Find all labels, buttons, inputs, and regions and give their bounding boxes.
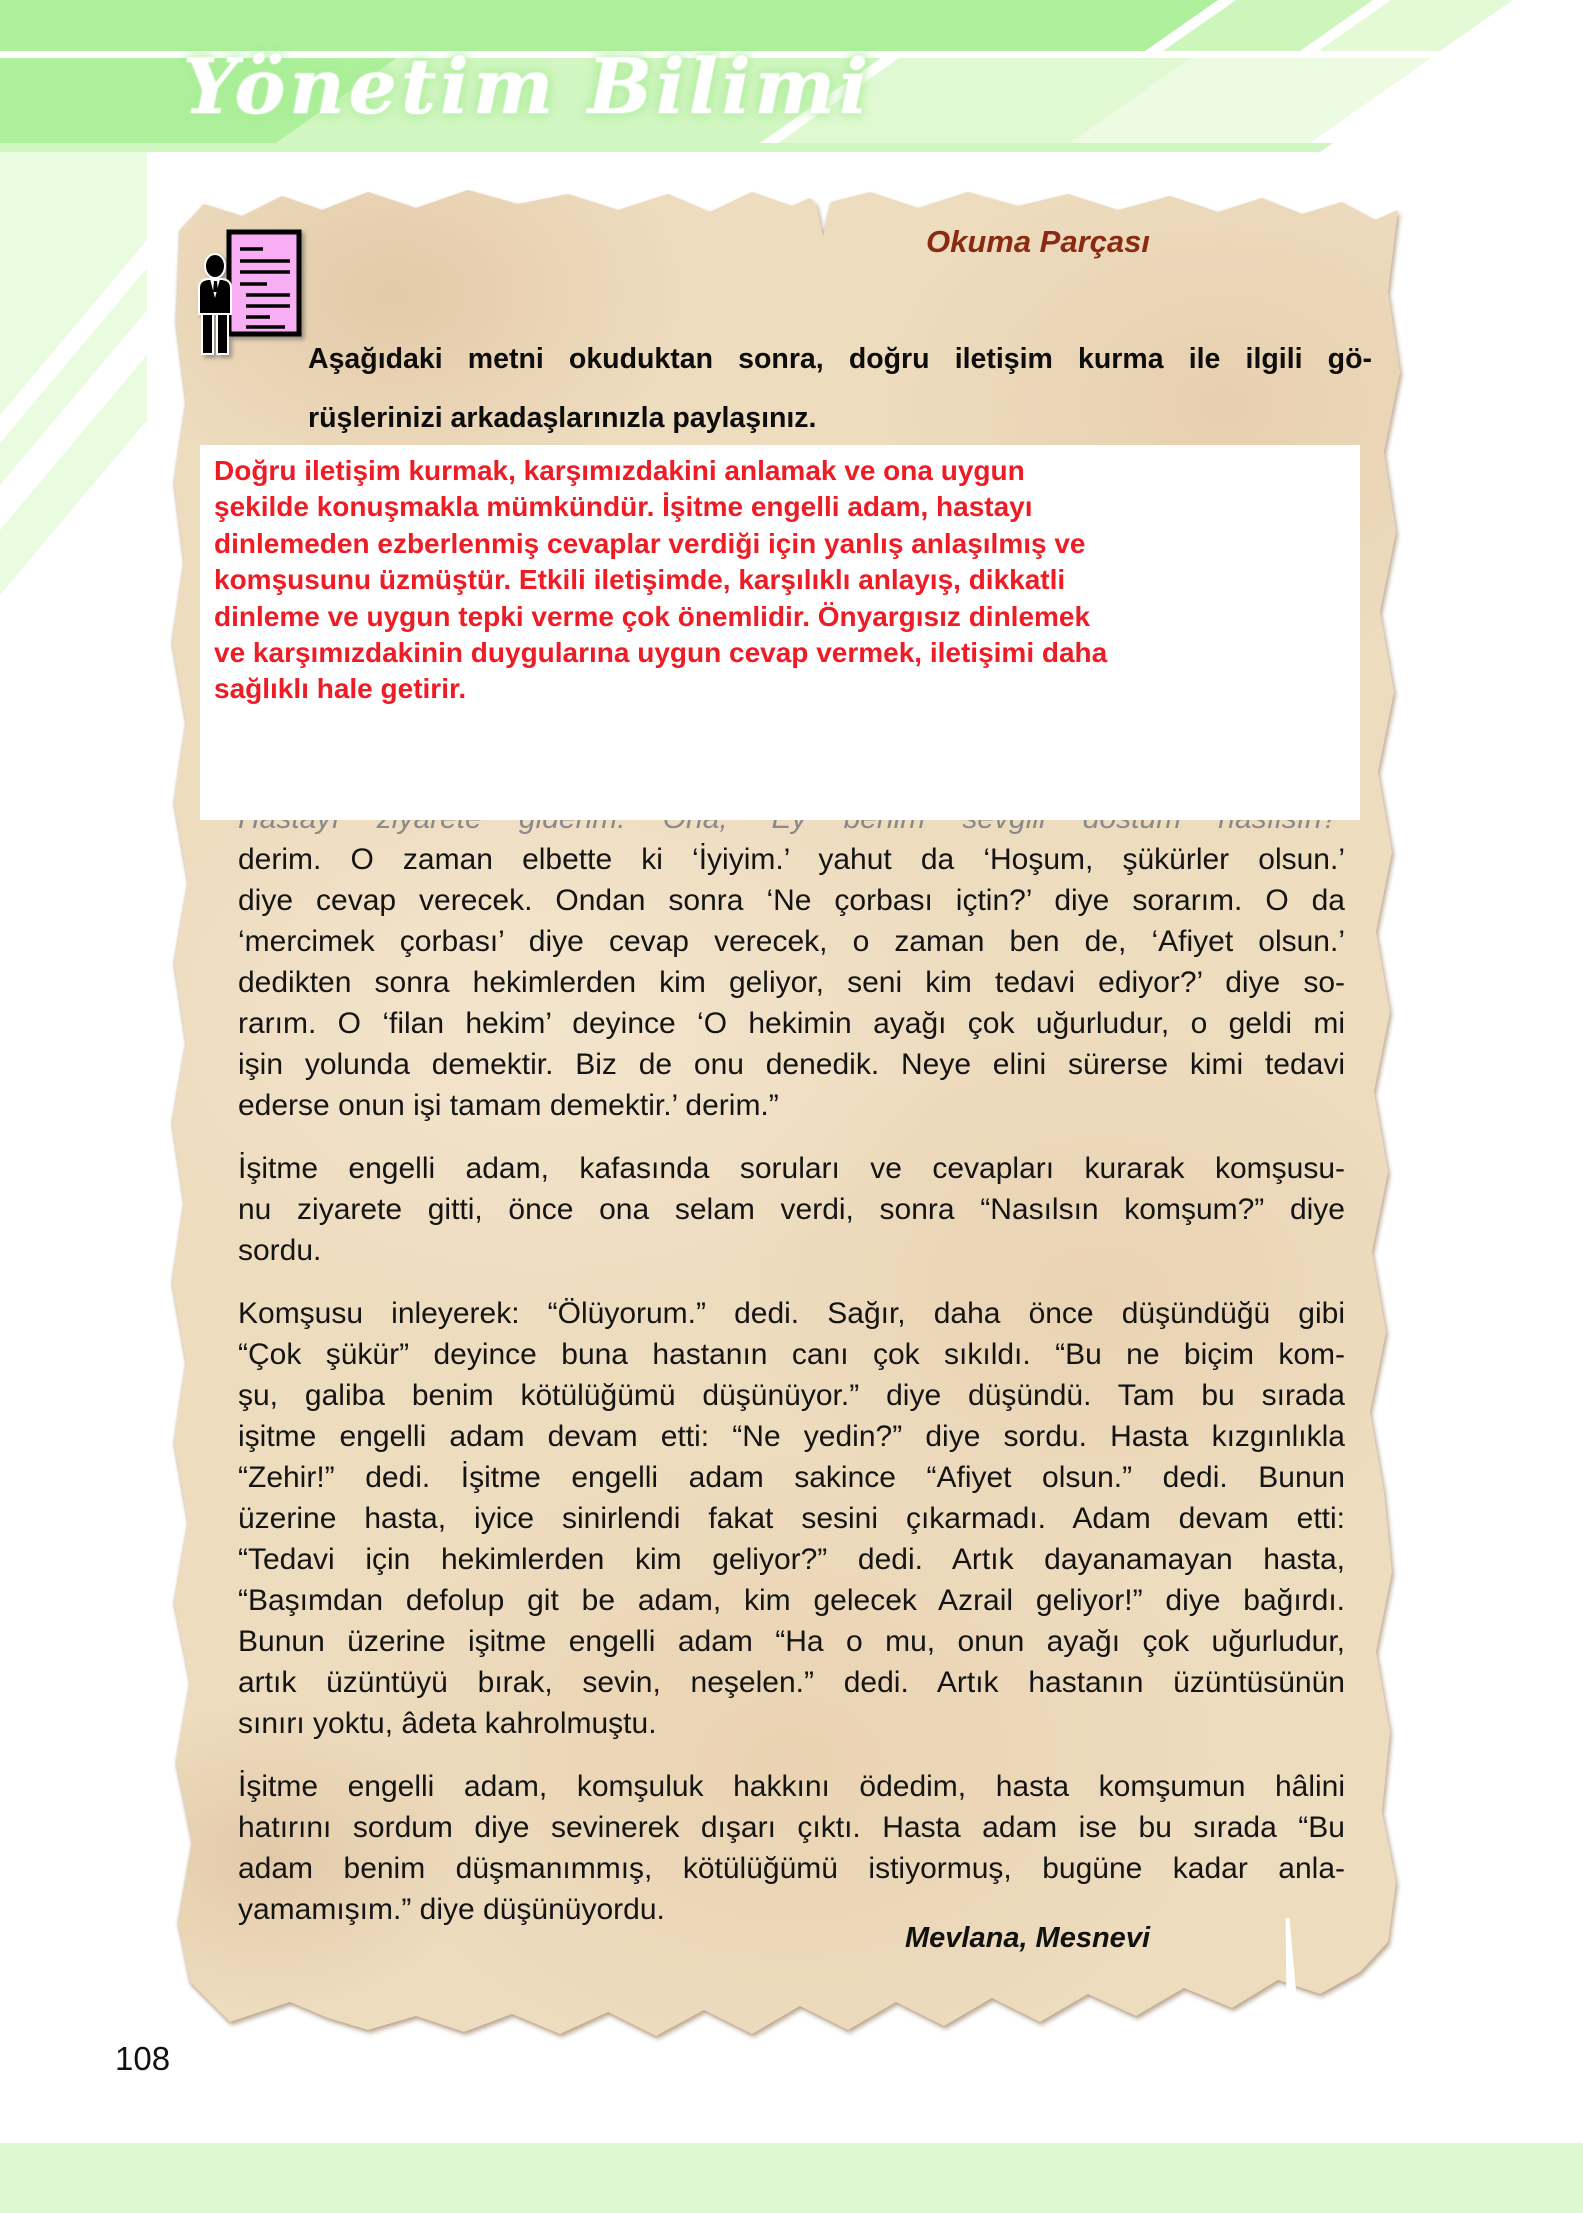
text-line: derim. O zaman elbette ki ‘İyiyim.’ yahut da ‘Hoşum, şükürler olsun.’	[238, 843, 1345, 876]
text-line: rüşlerinizi arkadaşlarınızla paylaşınız.	[308, 402, 817, 434]
text-line: “Başımdan defolup git be adam, kim gelecek Azrail geliyor!” diye bağırdı.	[238, 1584, 1345, 1617]
footer-band	[0, 2143, 1583, 2213]
story-paragraph	[238, 1766, 1345, 1930]
summary-text	[214, 453, 1344, 708]
reading-figure-icon	[193, 228, 305, 360]
text-line: rarım. O ‘filan hekim’ deyince ‘O hekimin ayağı çok uğurludur, o geldi mi	[238, 1007, 1345, 1040]
text-line: yamamışım.” diye düşünüyordu.	[238, 1893, 665, 1926]
text-line: sordu.	[238, 1234, 322, 1267]
text-line: diye cevap verecek. Ondan sonra ‘Ne çorbası içtin?’ diye sorarım. O da	[238, 884, 1345, 917]
chapter-title: Yönetim Bilimi	[183, 42, 872, 131]
text-line: dinlemeden ezberlenmiş cevaplar verdiği için yanlış anlaşılmış ve	[214, 527, 1086, 559]
source-attribution: Mevlana, Mesnevi	[905, 1922, 1150, 1954]
text-line: dinleme ve uygun tepki verme çok önemlidir. Önyargısız dinlemek	[214, 600, 1091, 632]
reading-section-title: Okuma Parçası	[925, 224, 1150, 259]
text-line: işin yolunda demektir. Biz de onu denedik. Neye elini sürerse kimi tedavi	[238, 1048, 1345, 1081]
text-line: İşitme engelli adam, komşuluk hakkını ödedim, hasta komşumun hâlini	[238, 1770, 1345, 1803]
text-line: üzerine hasta, iyice sinirlendi fakat sesini çıkarmadı. Adam devam etti:	[238, 1502, 1345, 1535]
text-line: “Tedavi için hekimlerden kim geliyor?” dedi. Artık dayanamayan hasta,	[238, 1543, 1345, 1576]
text-line: Bunun üzerine işitme engelli adam “Ha o mu, onun ayağı çok uğurludur,	[238, 1625, 1345, 1658]
text-line: Komşusu inleyerek: “Ölüyorum.” dedi. Sağır, daha önce düşündüğü gibi	[238, 1297, 1345, 1330]
summary-highlight-box	[200, 445, 1360, 820]
text-line: sağlıklı hale getirir.	[214, 673, 467, 705]
text-line: ‘mercimek çorbası’ diye cevap verecek, o zaman ben de, ‘Afiyet olsun.’	[238, 925, 1345, 958]
text-line: şekilde konuşmakla mümkündür. İşitme engelli adam, hastayı	[214, 491, 1033, 523]
page-number: 108	[115, 2040, 171, 2077]
text-line: Aşağıdaki metni okuduktan sonra, doğru iletişim kurma ile ilgili gö-	[308, 343, 1372, 375]
text-line: sınırı yoktu, âdeta kahrolmuştu.	[238, 1707, 657, 1740]
left-decoration	[0, 152, 147, 602]
story-paragraph	[238, 798, 1345, 1126]
instruction-text	[308, 330, 1372, 448]
text-line: İşitme engelli adam, kafasında soruları ve cevapları kurarak komşusu-	[238, 1152, 1345, 1185]
person-silhouette	[199, 254, 231, 354]
text-line: komşusunu üzmüştür. Etkili iletişimde, karşılıklı anlayış, dikkatli	[214, 564, 1066, 596]
story-text	[238, 798, 1345, 1930]
story-paragraph	[238, 1148, 1345, 1271]
story-paragraph	[238, 1293, 1345, 1744]
text-line: “Zehir!” dedi. İşitme engelli adam sakince “Afiyet olsun.” dedi. Bunun	[238, 1461, 1345, 1494]
text-line: dedikten sonra hekimlerden kim geliyor, seni kim tedavi ediyor?’ diye so-	[238, 966, 1345, 999]
text-line: Doğru iletişim kurmak, karşımızdakini anlamak ve ona uygun	[214, 455, 1025, 486]
text-line: ve karşımızdakinin duygularına uygun cevap vermek, iletişimi daha	[214, 637, 1108, 669]
text-line: hatırını sordum diye sevinerek dışarı çıktı. Hasta adam ise bu sırada “Bu	[238, 1811, 1345, 1844]
text-line: “Çok şükür” deyince buna hastanın canı çok sıkıldı. “Bu ne biçim kom-	[238, 1338, 1345, 1371]
text-line: artık üzüntüyü bırak, sevin, neşelen.” dedi. Artık hastanın üzüntüsünün	[238, 1666, 1345, 1699]
text-line: adam benim düşmanımmış, kötülüğümü istiyormuş, bugüne kadar anla-	[238, 1852, 1345, 1885]
text-line: şu, galiba benim kötülüğümü düşünüyor.” diye düşündü. Tam bu sırada	[238, 1379, 1345, 1412]
text-line: işitme engelli adam devam etti: “Ne yedin?” diye sordu. Hasta kızgınlıkla	[238, 1420, 1345, 1453]
text-line: nu ziyarete gitti, önce ona selam verdi, sonra “Nasılsın komşum?” diye	[238, 1193, 1345, 1226]
text-line: ederse onun işi tamam demektir.’ derim.”	[238, 1089, 779, 1122]
